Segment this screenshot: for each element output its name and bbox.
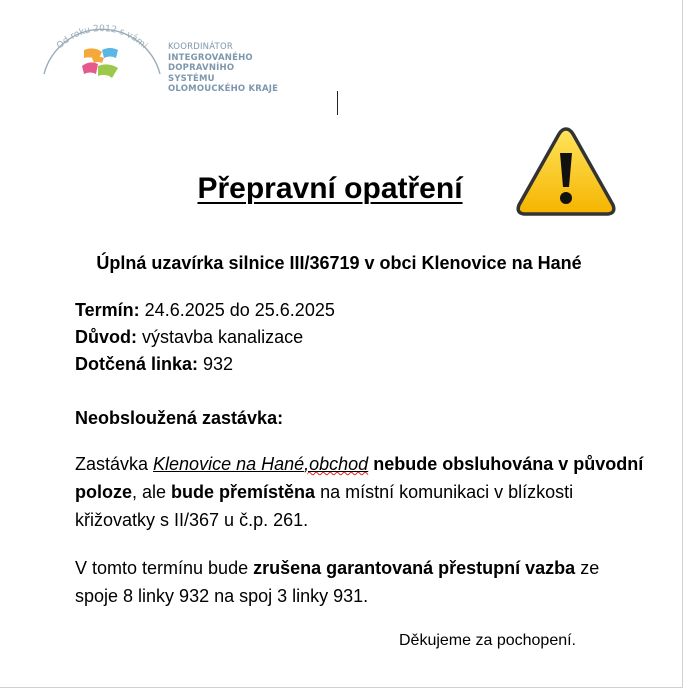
thanks-text: Děkujeme za pochopení. [399,632,576,649]
stop-name [153,454,368,474]
transfer-paragraph [75,554,645,610]
text-cursor [337,91,338,115]
svg-text:Od roku 2012 s vámi [55,24,149,51]
page-title: Přepravní opatření [197,172,463,205]
idsok-logo [40,14,280,94]
paragraph2-bold: zrušena garantovaná přestupní vazba [253,558,576,578]
reason-row [75,324,335,351]
info-block [75,297,335,378]
paragraph2-text-2: ze spoje 8 linky 932 na spoj 3 linky 931. [75,558,600,606]
logo-line-3: DOPRAVNÍHO SYSTÉMU [168,63,235,84]
line-row [75,351,335,378]
logo-line-4: OLOMOUCKÉHO KRAJE [168,84,279,94]
logo-line-1: KOORDINÁTOR [168,42,233,52]
paragraph1-text-2: , ale [132,482,172,502]
line-label: Dotčená linka: [75,354,199,374]
paragraph1-text-1: Zastávka [75,454,154,474]
paragraph1-bold-2: bude přemístěna [171,482,316,502]
stop-paragraph [75,450,645,534]
logo-arc-text: Od roku 2012 s vámi [55,24,149,52]
paragraph2-text-1: V tomto termínu bude [75,558,254,578]
section-heading: Neobsloužená zastávka: [75,408,284,428]
stop-name-part-2: ,obchod [304,454,369,474]
closure-subtitle: Úplná uzavírka silnice III/36719 v obci Klenovice na Hané [96,253,582,273]
paragraph1-bold-1: nebude obsluhována v původní poloze [75,454,644,502]
logo-mark-icon [40,14,168,94]
term-label: Termín: [75,300,140,320]
term-value: 24.6.2025 do 25.6.2025 [139,300,335,320]
logo-line-2: INTEGROVANÉHO [168,52,253,63]
reason-value: výstavba kanalizace [137,327,304,347]
stop-name-part-1: Klenovice na Hané [153,454,305,474]
term-row [75,297,335,324]
logo-organization-name [168,42,280,95]
paragraph1-text-3: na místní komunikaci v blízkosti křižovatky s II/367 u č.p. 261. [75,482,574,530]
reason-label: Důvod: [75,327,137,347]
line-value: 932 [198,354,234,374]
